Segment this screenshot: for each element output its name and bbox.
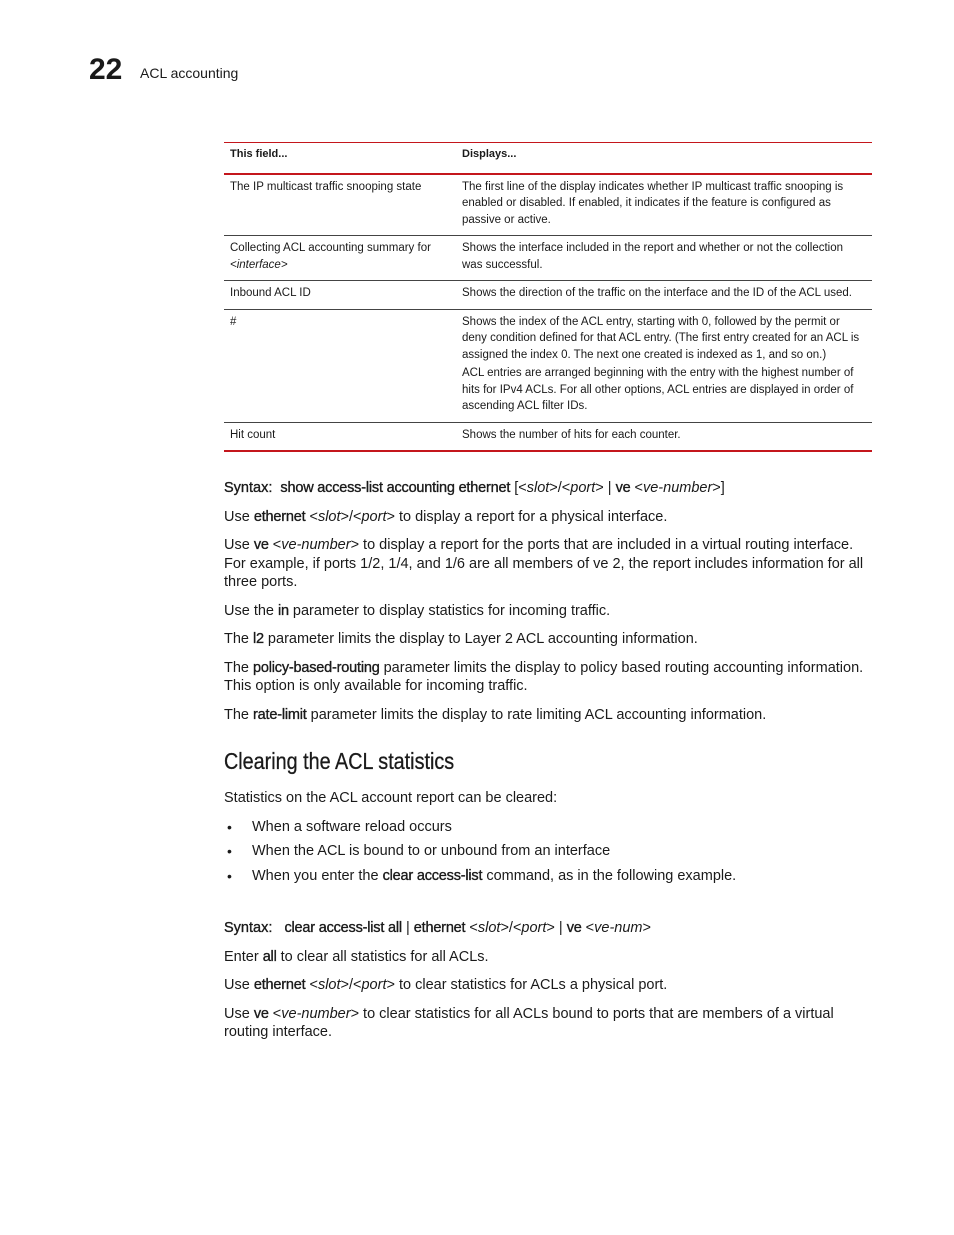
chapter-title: ACL accounting — [140, 65, 239, 81]
field-cell: Hit count — [224, 422, 456, 451]
paragraph-rate-limit: The rate-limit parameter limits the display to rate limiting ACL accounting information. — [224, 706, 767, 723]
field-cell — [224, 236, 456, 281]
section-intro: Statistics on the ACL account report can be cleared: — [224, 790, 558, 806]
field-description-table — [224, 142, 872, 452]
paragraph-l2: The l2 parameter limits the display to Layer 2 ACL accounting information. — [224, 631, 698, 647]
section-body — [224, 789, 874, 891]
paragraph-in: Use the in parameter to display statistics for incoming traffic. — [224, 602, 611, 619]
syntax-command: clear access-list all — [284, 920, 402, 936]
bullet-icon: • — [227, 867, 232, 884]
syntax-line: Syntax: clear access-list all | ethernet <slot>/<port> | ve <ve-num> — [224, 920, 651, 936]
table-row — [224, 281, 872, 310]
paragraph-policy-based-routing: The policy-based-routing parameter limits the display to policy based routing accounting information. This option is only available for incoming traffic. — [224, 659, 864, 694]
field-text: Collecting ACL accounting summary for — [230, 242, 431, 254]
display-cell — [456, 174, 872, 236]
display-cell — [456, 422, 872, 451]
syntax-line: Syntax: show access-list accounting ethernet [<slot>/<port> | ve <ve-number>] — [224, 480, 725, 496]
syntax-label: Syntax: — [224, 480, 273, 496]
syntax-label: Syntax: — [224, 920, 273, 936]
paragraph-ethernet-clear: Use ethernet <slot>/<port> to clear statistics for ACLs a physical port. — [224, 977, 668, 993]
bullet-list — [224, 818, 874, 886]
table-row — [224, 174, 872, 236]
display-text: Shows the interface included in the report and whether or not the collection was successful. — [462, 242, 844, 271]
list-item: • When you enter the clear access-list command, as in the following example. — [227, 867, 737, 884]
paragraph-ethernet: Use ethernet <slot>/<port> to display a report for a physical interface. — [224, 508, 668, 525]
list-item: • When the ACL is bound to or unbound from an interface — [227, 843, 611, 859]
display-text: ACL entries are arranged beginning with the entry with the highest number of hits for IPv4 ACLs. For all other options, ACL entries are displayed in order of ascending ACL filter IDs. — [462, 367, 854, 412]
table-row — [224, 236, 872, 281]
display-cell — [456, 281, 872, 310]
command-description-block — [224, 479, 874, 734]
field-placeholder: <interface> — [230, 258, 288, 271]
field-cell: Inbound ACL ID — [224, 281, 456, 310]
section-heading: Clearing the ACL statistics — [224, 748, 455, 774]
paragraph-all: Enter all to clear all statistics for all ACLs. — [224, 948, 489, 965]
display-text: Shows the direction of the traffic on the interface and the ID of the ACL used. — [462, 287, 852, 299]
bullet-icon: • — [227, 843, 232, 859]
chapter-number: 22 — [89, 53, 123, 86]
field-cell: # — [224, 309, 456, 422]
bullet-icon: • — [227, 818, 232, 835]
display-cell — [456, 309, 872, 422]
paragraph-ve: Use ve <ve-number> to display a report for the ports that are included in a virtual routing interface. For example, if ports 1/2, 1/4, and 1/6 are all members of ve 2, the report includes information for all three ports. — [224, 537, 864, 590]
paragraph-ve-clear: Use ve <ve-number> to clear statistics for all ACLs bound to ports that are members of a virtual routing interface. — [224, 1005, 834, 1040]
display-text: Shows the number of hits for each counter. — [462, 428, 681, 441]
column-header-field: This field... — [224, 143, 456, 174]
column-header-displays: Displays... — [456, 143, 872, 174]
clear-command-block — [224, 919, 874, 1052]
table-row — [224, 422, 872, 451]
field-cell: The IP multicast traffic snooping state — [224, 174, 456, 236]
table-row — [224, 309, 872, 422]
list-item: • When a software reload occurs — [227, 818, 452, 835]
table-header-row — [224, 143, 872, 174]
display-text: Shows the index of the ACL entry, starting with 0, followed by the permit or deny condition defined for that ACL entry. (The first entry created for an ACL is assigned the index 0. The next one created is indexed as 1, and so on.) — [462, 315, 860, 361]
display-cell — [456, 236, 872, 281]
syntax-command: show access-list accounting ethernet — [280, 480, 511, 496]
display-text: The first line of the display indicates whether IP multicast traffic snooping is enabled or disabled. If enabled, it indicates if the feature is configured as passive or active. — [462, 180, 844, 226]
